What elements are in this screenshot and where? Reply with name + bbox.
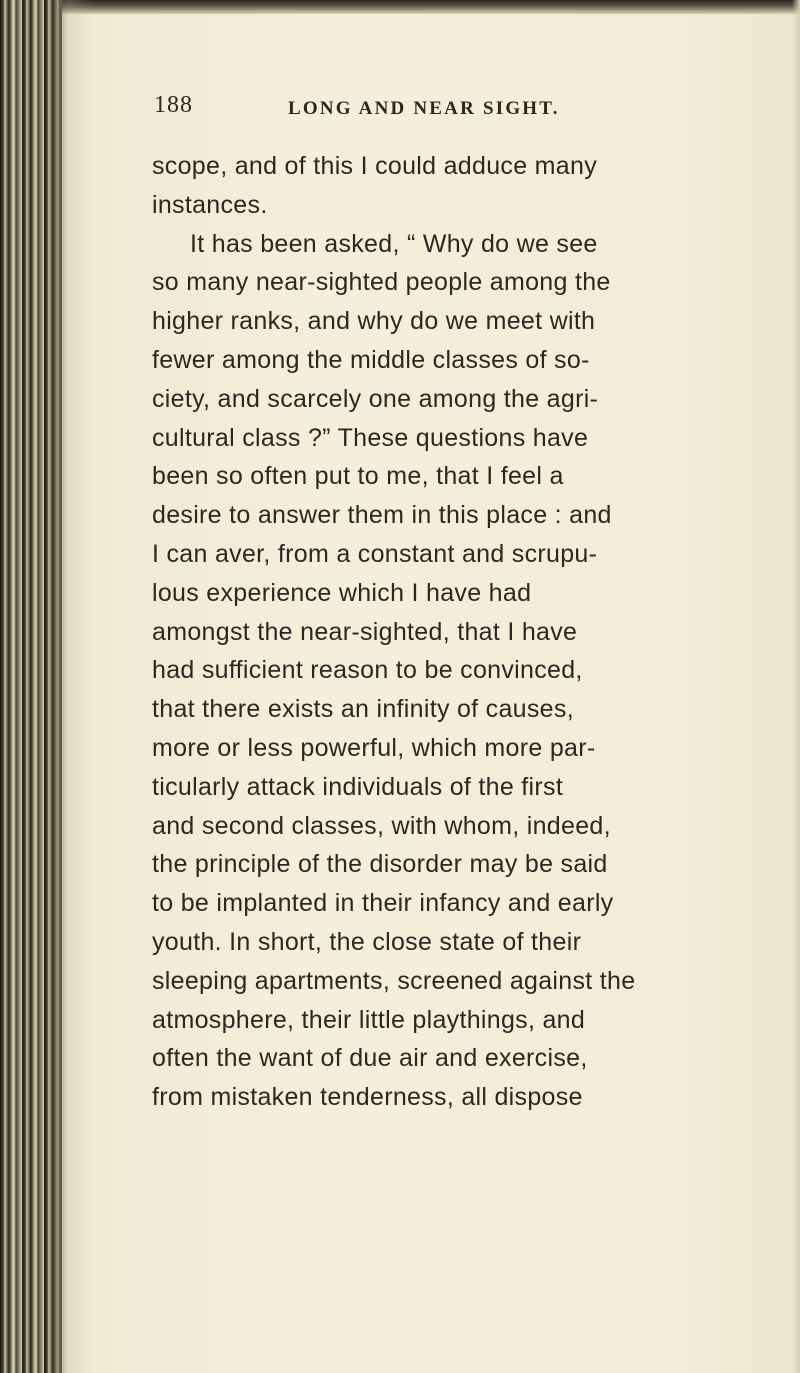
page-right-edge (792, 0, 800, 1373)
text-line: from mistaken tenderness, all dispose (152, 1083, 583, 1112)
text-line: lous experience which I have had (152, 578, 532, 607)
text-line: sleeping apartments, screened against the (152, 966, 636, 995)
text-line: ciety, and scarcely one among the agri- (152, 384, 599, 413)
text-line: more or less powerful, which more par- (152, 733, 596, 762)
text-line: It has been asked, “ Why do we see (190, 229, 598, 258)
gutter-shadow (52, 0, 92, 1373)
text-line: that there exists an infinity of causes, (152, 695, 574, 724)
text-line: and second classes, with whom, indeed, (152, 811, 611, 840)
page-top-edge (0, 0, 800, 14)
text-line: often the want of due air and exercise, (152, 1044, 588, 1073)
text-line: atmosphere, their little playthings, and (152, 1005, 586, 1034)
text-line: I can aver, from a constant and scrupu- (152, 539, 598, 568)
text-line: higher ranks, and why do we meet with (152, 307, 596, 336)
text-line: been so often put to me, that I feel a (152, 462, 564, 491)
text-line: fewer among the middle classes of so- (152, 345, 590, 374)
text-line: ticularly attack individuals of the first (152, 772, 564, 801)
text-line: the principle of the disorder may be said (152, 850, 608, 879)
text-line: instances. (152, 190, 268, 219)
text-line: had sufficient reason to be convinced, (152, 656, 583, 685)
page-header (154, 92, 754, 132)
page-number: 188 (154, 92, 193, 118)
text-line: scope, and of this I could adduce many (152, 152, 598, 180)
body-text (152, 147, 742, 1117)
running-head: LONG AND NEAR SIGHT. (288, 98, 560, 119)
text-line: so many near-sighted people among the (152, 268, 611, 297)
text-line: to be implanted in their infancy and early (152, 889, 614, 918)
text-line: youth. In short, the close state of their (152, 927, 582, 956)
text-line: amongst the near-sighted, that I have (152, 617, 578, 646)
text-line: cultural class ?” These questions have (152, 423, 589, 452)
text-line: desire to answer them in this place : and (152, 501, 612, 530)
